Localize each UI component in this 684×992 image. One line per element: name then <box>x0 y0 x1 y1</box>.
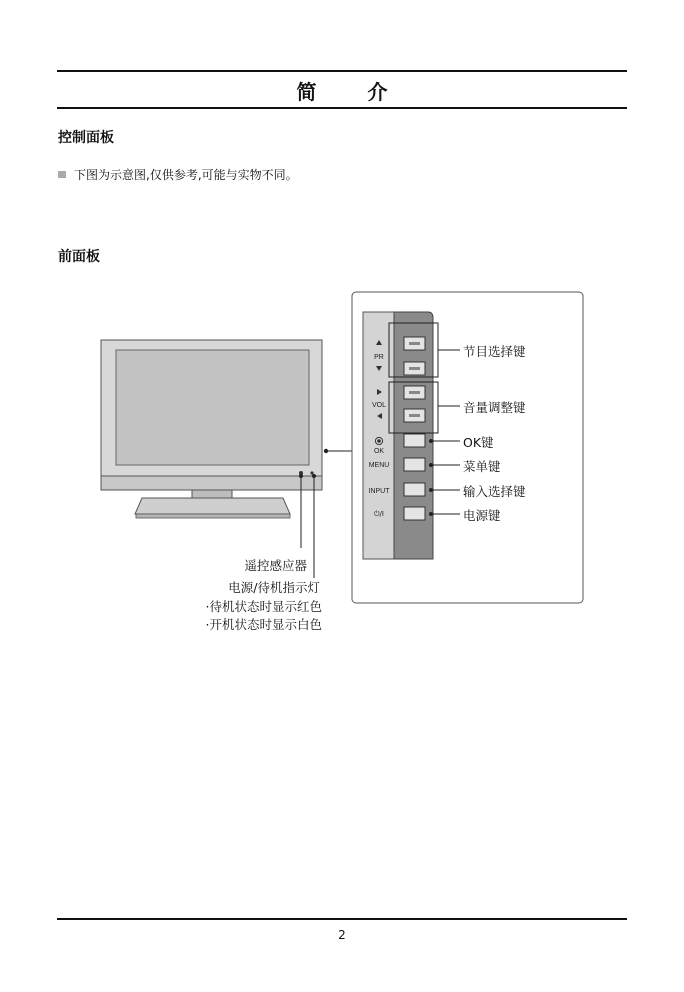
menu-key-callout: 菜单键 <box>463 459 501 474</box>
standby-note: ·待机状态时显示红色 <box>205 599 322 614</box>
pr-down-button[interactable] <box>404 362 425 375</box>
footer-rule <box>57 918 627 920</box>
power-indicator <box>310 471 313 474</box>
vol-up-button[interactable] <box>404 386 425 399</box>
power-label: ⏻/I <box>374 510 384 518</box>
on-note: ·开机状态时显示白色 <box>205 617 322 632</box>
ok-label: OK <box>373 448 385 455</box>
vol-down-button[interactable] <box>404 409 425 422</box>
pr-up-button[interactable] <box>404 337 425 350</box>
power-key-callout: 电源键 <box>463 508 501 523</box>
front-panel-heading: 前面板 <box>58 249 100 265</box>
menu-button[interactable] <box>404 458 425 471</box>
power-indicator-label: 电源/待机指示灯 <box>228 580 320 595</box>
tv-illustration <box>101 340 322 518</box>
input-label: INPUT <box>368 488 390 495</box>
page-number: 2 <box>338 928 346 942</box>
ok-key-callout: OK键 <box>463 435 494 450</box>
input-button[interactable] <box>404 483 425 496</box>
page-title: 简 介 <box>296 80 410 104</box>
vol-label: VOL <box>371 402 387 409</box>
input-key-callout: 输入选择键 <box>463 484 526 499</box>
control-panel-heading: 控制面板 <box>58 130 114 146</box>
power-button[interactable] <box>404 507 425 520</box>
volume-keys-callout: 音量调整键 <box>463 400 526 415</box>
pr-label: PR <box>374 354 384 361</box>
menu-label: MENU <box>368 462 390 469</box>
note-text: 下图为示意图,仅供参考,可能与实物不同。 <box>74 168 298 182</box>
remote-sensor-label: 遥控感应器 <box>244 558 307 573</box>
program-keys-callout: 节目选择键 <box>463 344 526 359</box>
ok-button[interactable] <box>404 434 425 447</box>
